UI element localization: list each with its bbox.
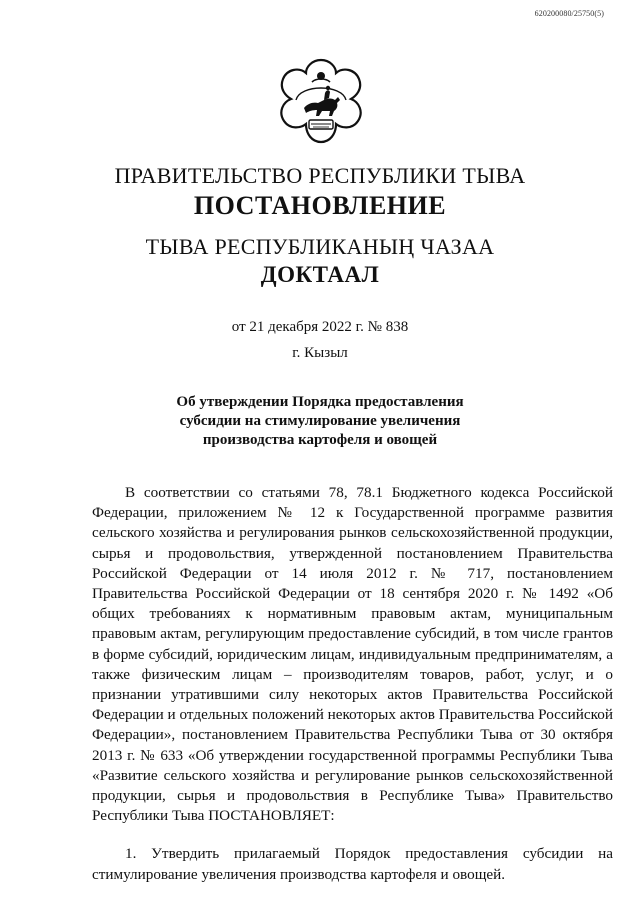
subject-line: производства картофеля и овощей: [202, 432, 438, 448]
body-paragraph: 1. Утвердить прилагаемый Порядок предоставления субсидии на стимулирование увеличения производства картофеля и овощей.: [92, 845, 613, 883]
government-title-tyv: ТЫВА РЕСПУБЛИКАНЫҢ ЧАЗАА: [145, 234, 495, 259]
decree-title-ru: ПОСТАНОВЛЕНИЕ: [193, 191, 447, 220]
decree-date: от 21 декабря 2022 г. № 838: [231, 319, 409, 335]
government-title-ru: ПРАВИТЕЛЬСТВО РЕСПУБЛИКИ ТЫВА: [114, 163, 526, 188]
decree-title-tyv: ДОКТААЛ: [260, 262, 380, 287]
decree-city: г. Кызыл: [292, 345, 348, 361]
subject-line: субсидии на стимулирование увеличения: [179, 413, 461, 429]
document-id: 620200080/25750(5): [534, 9, 604, 18]
tuva-coat-of-arms-icon: [274, 56, 368, 148]
decree-subject: [0, 393, 640, 450]
decree-body: [92, 483, 613, 885]
body-paragraph: В соответствии со статьями 78, 78.1 Бюджетного кодекса Российской Федерации, приложением № 12 к Государственной программе развития сельского хозяйства и регулирования рынков сельскохозяйственной продукции, сырья и продовольствия, утвержденной постановлением Правительства Российской Федерации от 14 июля 2012 г. № 717, постановлением Правительства Российской Федерации от 18 сентября 2020 г. № 1492 «Об общих требованиях к нормативным правовым актам, муниципальным правовым актам, регулирующим предоставление субсидий, в том числе грантов в форме субсидий, юридическим лицам, индивидуальным предпринимателям, а также физическим лицам – производителям товаров, работ, услуг, и о признании утратившими силу некоторых актов Правительства Российской Федерации и отдельных положений некоторых актов Правительства Российской Федерации», постановлением Правительства Республики Тыва от 30 октября 2013 г. № 633 «Об утверждении государственной программы Республики Тыва «Развитие сельского хозяйства и регулирование рынков сельскохозяйственной продукции, сырья и продовольствия в Республике Тыва» Правительство Республики Тыва ПОСТАНОВЛЯЕТ:: [92, 484, 613, 825]
subject-line: Об утверждении Порядка предоставления: [176, 394, 464, 410]
